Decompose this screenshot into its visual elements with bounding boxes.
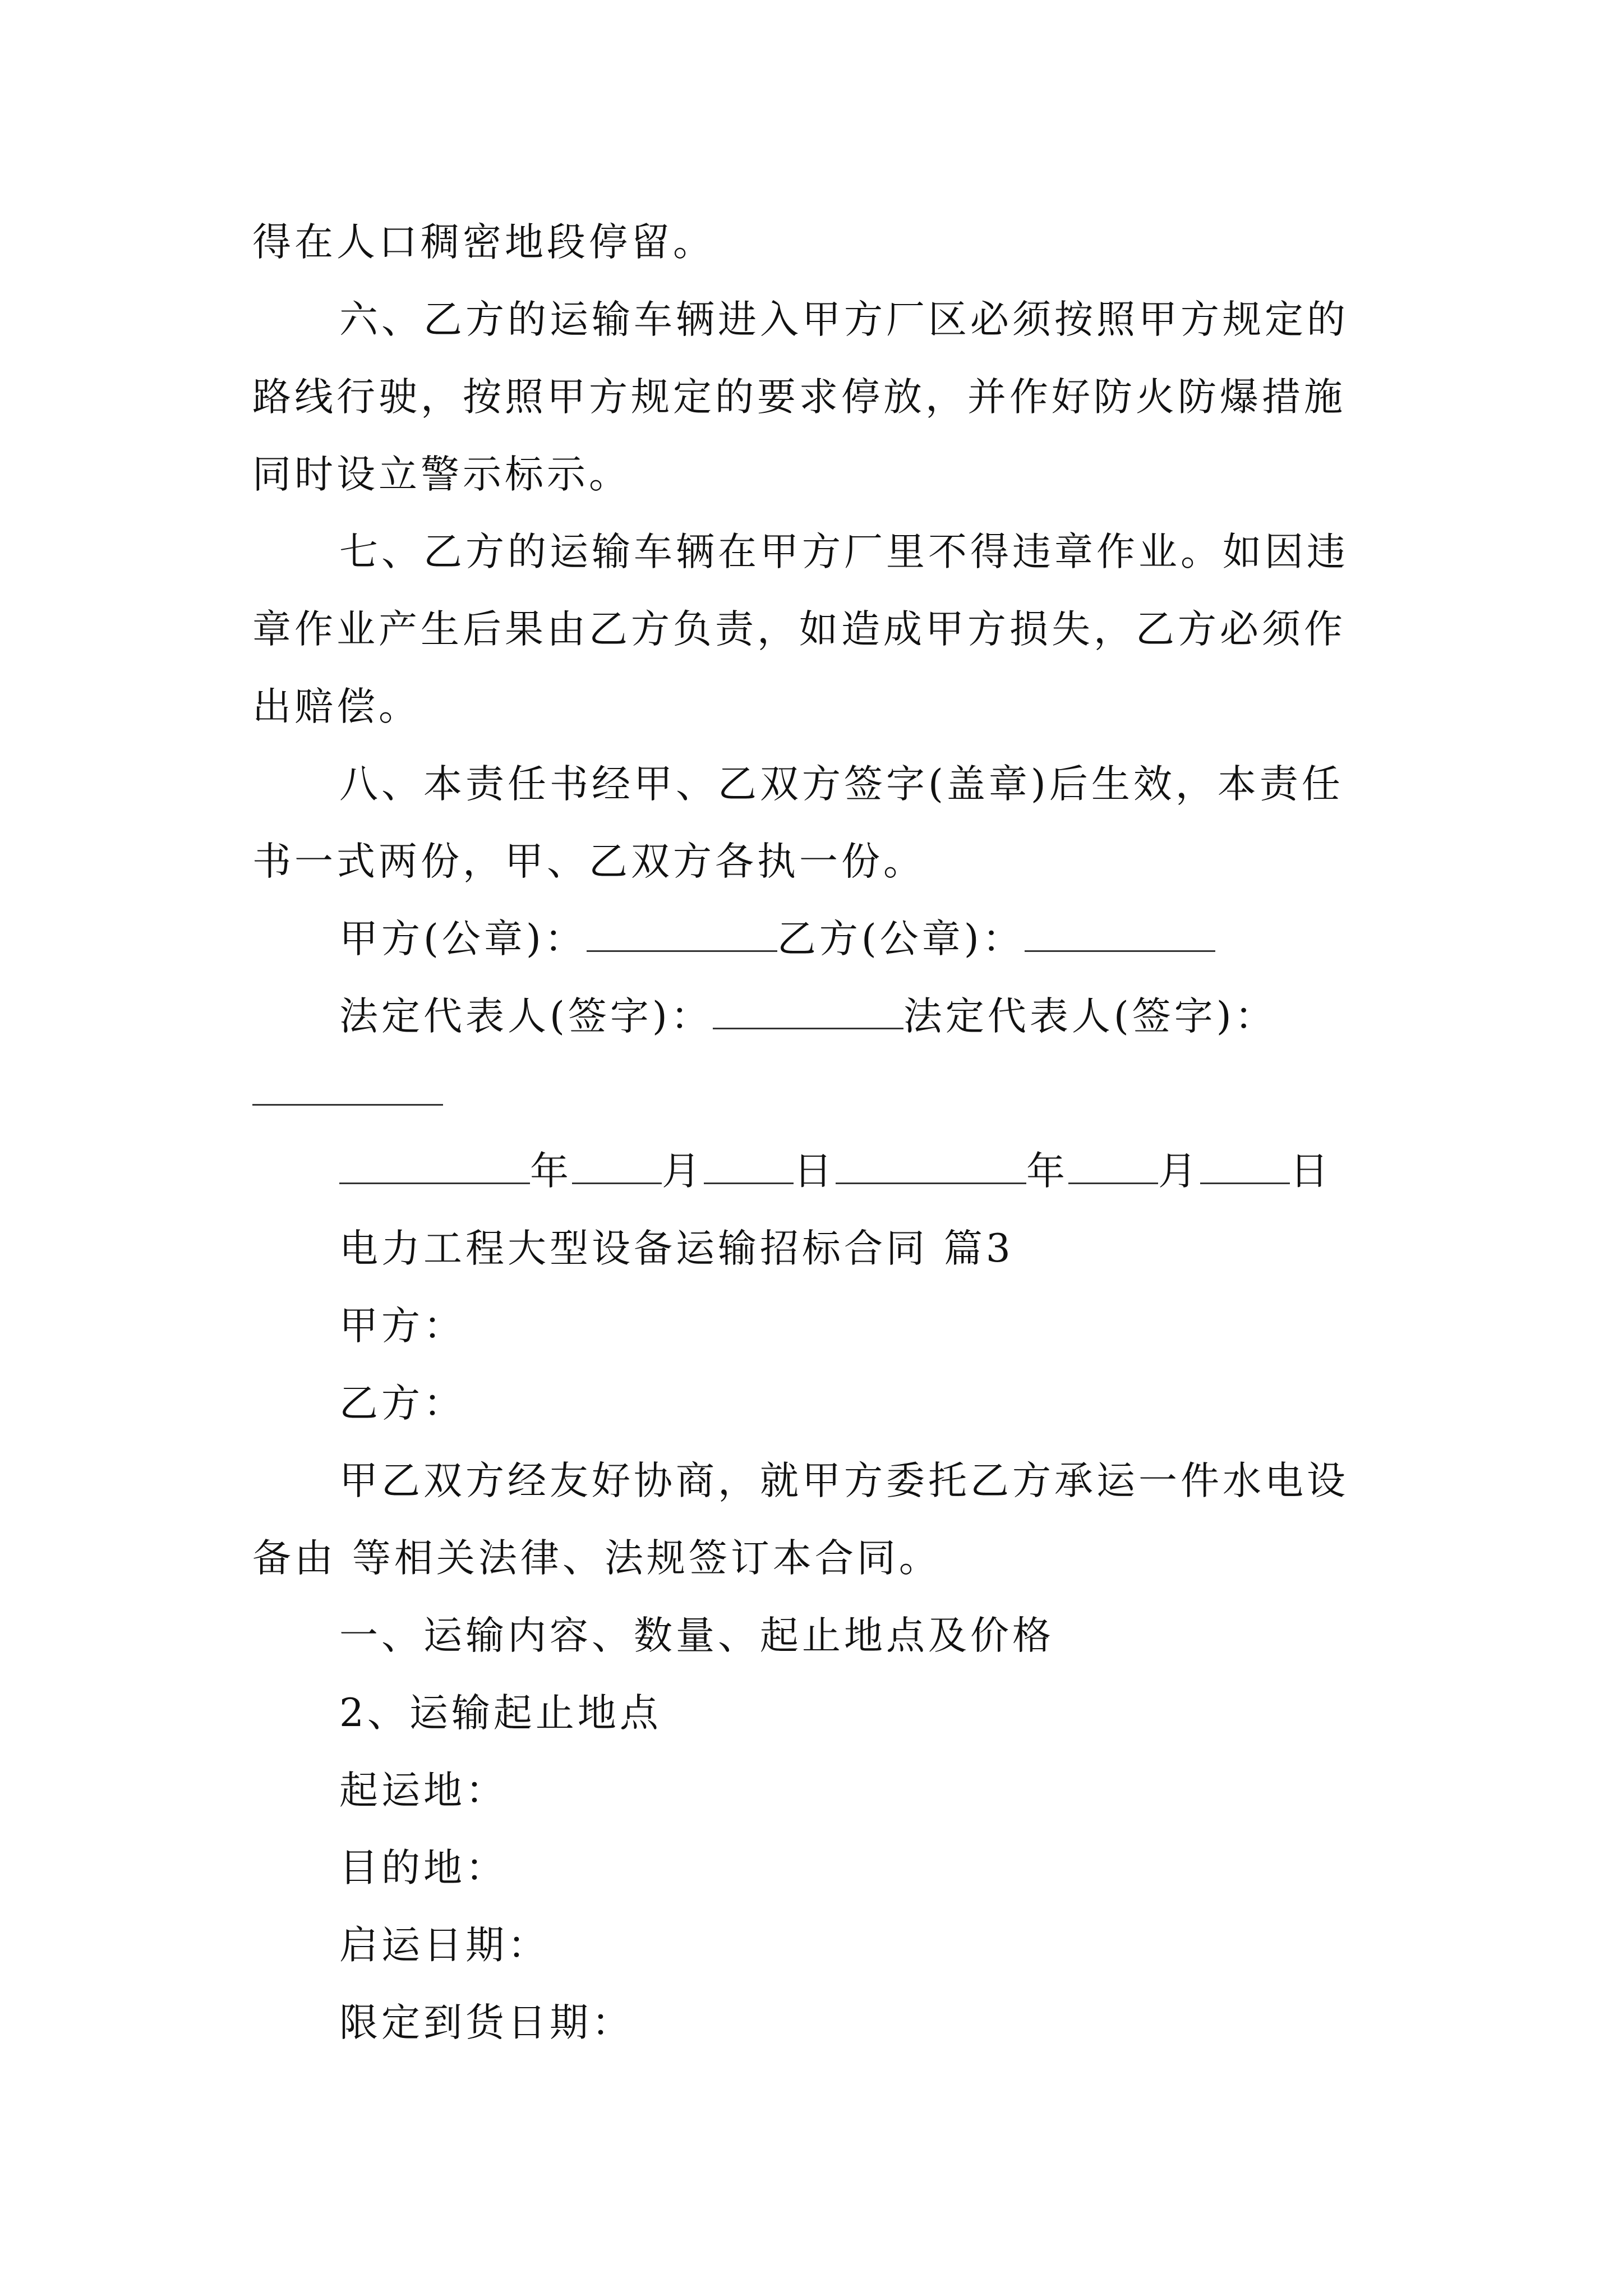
legal-rep-b-blank (252, 1104, 443, 1106)
seal-row (339, 917, 1215, 961)
paragraph-line: 甲乙双方经友好协商，就甲方委托乙方承运一件水电设 (339, 1458, 1349, 1503)
paragraph-line: 路线行驶，按照甲方规定的要求停放，并作好防火防爆措施 (252, 375, 1346, 420)
legal-rep-a-label: 法定代表人(签字)： (339, 994, 713, 1039)
year-blank (836, 1149, 1026, 1184)
paragraph-line: 得在人口稠密地段停留。 (252, 220, 715, 265)
paragraph-line: 八、本责任书经甲、乙双方签字(盖章)后生效，本责任 (339, 762, 1344, 807)
deadline-field: 限定到货日期： (339, 2000, 634, 2045)
legal-rep-row (339, 994, 1277, 1039)
month-label: 月 (662, 1149, 704, 1194)
paragraph-line: 章作业产生后果由乙方负责，如造成甲方损失，乙方必须作 (252, 607, 1346, 652)
paragraph-line: 书一式两份，甲、乙双方各执一份。 (252, 839, 925, 884)
destination-field: 目的地： (339, 1846, 508, 1890)
party-a-seal-label: 甲方(公章)： (339, 917, 587, 961)
day-blank (1200, 1149, 1290, 1184)
day-blank (704, 1149, 794, 1184)
year-label: 年 (530, 1149, 572, 1194)
date-row (339, 1149, 1332, 1194)
party-a-line: 甲方： (339, 1304, 465, 1349)
paragraph-line: 同时设立警示标示。 (252, 452, 631, 497)
paragraph-line: 备由 等相关法律、法规签订本合同。 (252, 1536, 941, 1581)
month-blank (1068, 1149, 1158, 1184)
day-label: 日 (1290, 1149, 1332, 1194)
year-blank (339, 1149, 530, 1184)
section-title: 电力工程大型设备运输招标合同 篇3 (339, 1226, 1014, 1271)
month-label: 月 (1158, 1149, 1200, 1194)
party-b-seal-label: 乙方(公章)： (777, 917, 1025, 961)
paragraph-line: 出赔偿。 (252, 684, 421, 729)
legal-rep-b-label: 法定代表人(签字)： (903, 994, 1277, 1039)
legal-rep-a-blank (713, 994, 903, 1029)
item-heading: 2、运输起止地点 (339, 1691, 662, 1736)
party-b-line: 乙方： (339, 1381, 465, 1426)
party-b-seal-blank (1025, 917, 1215, 952)
day-label: 日 (794, 1149, 836, 1194)
origin-field: 起运地： (339, 1768, 508, 1813)
party-a-seal-blank (587, 917, 777, 952)
paragraph-line: 七、乙方的运输车辆在甲方厂里不得违章作业。如因违 (339, 530, 1349, 574)
paragraph-line: 六、乙方的运输车辆进入甲方厂区必须按照甲方规定的 (339, 297, 1349, 342)
section-heading: 一、运输内容、数量、起止地点及价格 (339, 1613, 1054, 1658)
year-label: 年 (1026, 1149, 1068, 1194)
month-blank (572, 1149, 662, 1184)
start-date-field: 启运日期： (339, 1923, 550, 1968)
